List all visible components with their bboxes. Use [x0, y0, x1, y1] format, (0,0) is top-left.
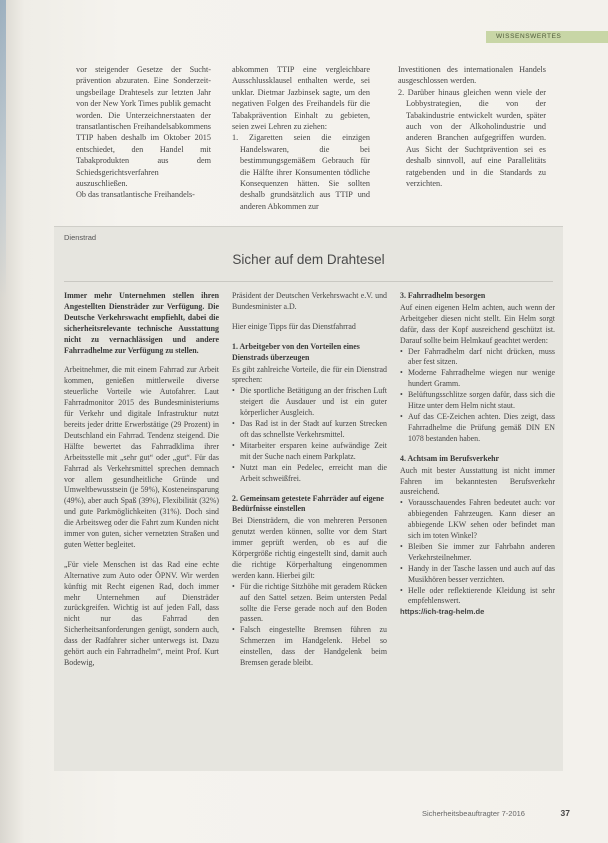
- list-item: • Nutzt man ein Pedelec, erreicht man die Arbeit schweißfrei.: [232, 463, 387, 485]
- list-item: • Die sportliche Betätigung an der frischen Luft steigert die Ausdauer und ist ein guter körperlicher Ausgleich.: [232, 386, 387, 419]
- article-column-3: [398, 64, 546, 189]
- tip-heading-1: 1. Arbeitgeber von den Vorteilen eines Dienstrads überzeugen: [232, 341, 360, 362]
- list-item: • Handy in der Tasche lassen und auch auf das Musikhören besser verzichten.: [400, 564, 555, 586]
- article-column-1: [76, 64, 211, 201]
- page-edge-strip: [0, 0, 6, 300]
- numbered-item: 1. Zigaretten seien die einzigen Handelswaren, die bei bestimmungsgemäßem Gebrauch für die Hälfte ihrer Konsumenten tödliche Konsequenzen hätten. Sie sollten deshalb grundsätzlich aus TTIP und anderen Abkommen zur: [232, 133, 370, 211]
- numbered-item: 2. Darüber hinaus gleichen wenn viele der Lobbystrategien, die von der Tabakindustrie entwickelt wurden, später auch von der Alkoholindustrie und anderen Branchen aufgegriffen wurden. Aus Sicht der Suchtprävention sei es deshalb sinnvoll, auf eine Parallelitäts ratgebenden und in die Standards zu verzichten.: [398, 87, 546, 189]
- article-paragraph: vor steigender Gesetze der Suchtprävention abzuraten. Eine Sonderzeit-ungsbeilage Drahtesels zur letzten Jahr von der New York Times publik gemacht worden. Die Unterzeichnerstaaten der transatlantischen Freihandelsabkommens TTIP haben deshalb im Oktober 2015 entschiedet, den Handel mit Tabakprodukten aus dem Schiedsgerichtsverfahren auszuschließen.: [76, 65, 211, 189]
- box-paragraph: Arbeitnehmer, die mit einem Fahrrad zur Arbeit kommen, genießen mittlerweile diverse steuerliche Vorteile wie Autofahrer. Laut Fahrradmonitor 2015 des Bundesministeriums für Verkehr und digitale Infrastruktur nutzt bereits jeder dritte Erwerbstätige (29 Prozent) in Deutschland ein Fahrrad. Tendenz steigend. Die Hälfte bewertet das Fahrradklima ihrer Arbeitsstelle mit „sehr gut“ oder „gut“. Für das Fahrrad als Verkehrsmittel sprechen demnach vor allem gesundheitliche Gründe und Umweltbewusstsein (je 59%), Kosteneinsparung (49%), aber auch Spaß (39%), Flexibilität (32%) und gute Parkmöglichkeiten (31%). Doch sind die Arbeitsweg oder die Fahrt zum Kunden nicht immer von guten, sicher vernetzten Straßen und guten Wetter begleitet.: [64, 365, 219, 549]
- box-paragraph: Es gibt zahlreiche Vorteile, die für ein Dienstrad sprechen:: [232, 364, 387, 385]
- tip-list-1: [232, 386, 387, 484]
- box-paragraph: Bei Diensträdern, die von mehreren Personen genutzt werden können, sollte vor dem Start immer geprüft werden, ob es auf die Körpergröße richtig eingestellt sind, damit auch die richtige Körperhaltung eingenommen werden kann. Hierbei gilt:: [232, 516, 387, 580]
- box-paragraph: Auch mit bester Ausstattung ist nicht immer Fahren im bekanntesten Berufsverkehr ausreichend.: [400, 465, 555, 497]
- divider: [64, 281, 553, 282]
- list-item: • Mitarbeiter ersparen keine aufwändige Zeit mit der Suche nach einem Parkplatz.: [232, 441, 387, 463]
- box-paragraph: Präsident der Deutschen Verkehrswacht e.V. und Bundesminister a.D.: [232, 291, 387, 311]
- list-item: • Bleiben Sie immer zur Fahrbahn anderen Verkehrsteilnehmer.: [400, 542, 555, 564]
- article-paragraph: abkommen TTIP eine vergleichbare Ausschlussklausel enthalten werde, sei unklar. Dietmar Jazbinsek sagte, um den negativen Folgen des Freihandels für die Tabakprävention Einhalt zu gebieten, seien zwei Lehren zu ziehen:: [232, 65, 370, 132]
- box-intro: Immer mehr Unternehmen stellen ihren Angestellten Diensträder zur Verfügung. Die Deutsche Verkehrswacht empfiehlt, dabei die sicherheitsrelevante technische Ausstattung nicht zu vernachlässigen und andere Fahrradhelme zur Verfügung zu stellen.: [64, 291, 219, 355]
- section-header-tag: WISSENSWERTES: [486, 31, 608, 43]
- article-paragraph: Ob das transatlantische Freihandels-: [76, 190, 195, 200]
- page-number: 37: [560, 808, 570, 818]
- list-item: • Für die richtige Sitzhöhe mit geradem Rücken auf den Sattel setzen. Beim untersten Pedal sollte die Ferse gerade noch auf den Boden passen.: [232, 582, 387, 626]
- box-paragraph: „Für viele Menschen ist das Rad eine echte Alternative zum Auto oder ÖPNV. Wir werden künftig mit Recht eigenen Rad, doch immer mehr Unternehmen auf Diensträder zurückgreifen. Wichtig ist auf jeden Fall, dass nicht nur das Fahrrad den Sicherheitsanforderungen genügt, sondern auch, dass der Radfahrer sicher unterwegs ist. Dazu gehört auch ein Fahrradhelm“, meint Prof. Kurt Bodewig,: [64, 559, 219, 667]
- box-column-1: [64, 291, 219, 678]
- box-column-2: [232, 291, 387, 669]
- list-item: • Der Fahrradhelm darf nicht drücken, muss aber fest sitzen.: [400, 347, 555, 369]
- list-item: • Moderne Fahrradhelme wiegen nur wenige hundert Gramm.: [400, 368, 555, 390]
- tip-list-4: [400, 498, 555, 607]
- list-item: • Auf das CE-Zeichen achten. Dies zeigt, dass Fahrradhelme die Prüfung gemäß DIN EN 1078 bestanden haben.: [400, 412, 555, 445]
- article-paragraph: Investitionen des internationalen Handels ausgeschlossen werden.: [398, 65, 546, 86]
- tip-heading-3: 3. Fahrradhelm besorgen: [400, 291, 486, 300]
- article-column-2: [232, 64, 370, 212]
- tip-list-3: [400, 347, 555, 445]
- tip-heading-2: 2. Gemeinsam getestete Fahrräder auf eigene Bedürfnisse einstellen: [232, 493, 384, 514]
- website-link[interactable]: https://ich-trag-helm.de: [400, 607, 485, 617]
- tip-list-2: [232, 582, 387, 669]
- box-title: Sicher auf dem Drahtesel: [232, 252, 385, 267]
- info-box: [54, 226, 563, 771]
- list-item: • Falsch eingestellte Bremsen führen zu Schmerzen im Handgelenk. Hebel so einstellen, dass der Handgelenk beim Bremsen gerade bleibt.: [232, 625, 387, 669]
- list-item: • Vorausschauendes Fahren bedeutet auch: vor abbiegenden Fahrzeugen. Kann dieser an abbiegende LKW sehen oder befindet man sich im toten Winkel?: [400, 498, 555, 542]
- box-column-3: [400, 291, 555, 618]
- box-paragraph: Hier einige Tipps für das Dienstfahrrad: [232, 321, 356, 331]
- page-footer: [420, 808, 570, 822]
- publication-name: Sicherheitsbeauftragter 7-2016: [422, 809, 525, 818]
- tip-heading-4: 4. Achtsam im Berufsverkehr: [400, 453, 500, 463]
- list-item: • Helle oder reflektierende Kleidung ist sehr empfehlenswert.: [400, 586, 555, 608]
- box-paragraph: Auf einen eigenen Helm achten, auch wenn der Arbeitgeber diesen nicht stellt. Ein Helm sorgt dafür, dass der Kopf ausreichend geschützt ist. Darauf sollte beim Helmkauf geachtet werden:: [400, 302, 555, 345]
- box-category-label: Dienstrad: [64, 233, 97, 242]
- list-item: • Belüftungsschlitze sorgen dafür, dass sich die Hitze unter dem Helm nicht staut.: [400, 390, 555, 412]
- list-item: • Das Rad ist in der Stadt auf kurzen Strecken oft das schnellste Verkehrsmittel.: [232, 419, 387, 441]
